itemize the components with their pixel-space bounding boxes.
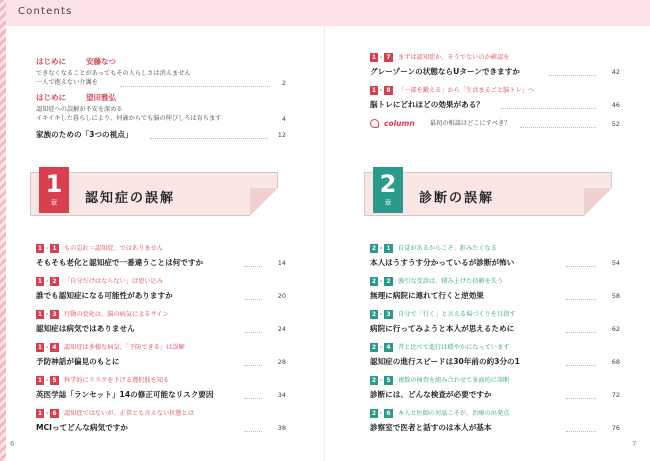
gutter-divider [324,26,325,461]
toc-subtitle: 「一部を鍛える」から「生活まるごと脳トレ」へ [398,87,535,94]
page-number: 76 [611,424,620,432]
leader-dots [244,365,262,366]
chapter-heading-1 [30,172,278,216]
intro-line: できなくなることがあってもその人らしさは消えません [36,70,191,77]
leader-dots [244,398,262,399]
intro-author: 望田雅弘 [86,93,116,102]
leader-dots [566,398,596,399]
toc-main: 英医学誌「ランセット」14の修正可能なリスク要因 [36,390,214,399]
page-number: 24 [277,325,286,333]
leader-dots [548,75,596,76]
leader-dots [150,138,268,139]
toc-subtitle: 複数の検査を組み合わせて多面的に診断 [398,377,510,384]
page-number: 20 [277,292,286,300]
toc-main: 誰でも認知症になる可能性がありますか [36,291,173,300]
page-folio-left: 6 [10,440,15,448]
section-badge: 2 - 6 [370,409,393,418]
page-title: Contents [18,6,73,17]
intro-author: 安藤なつ [86,57,116,66]
section-badge: 1 - 5 [36,376,59,385]
leader-dots [244,431,262,432]
toc-subtitle: 自覚があるからこそ、拒みたくなる [398,245,497,252]
column-text: 最初の相談はどこにすべき？ [430,120,511,127]
chapter-number-block: 2 章 [373,167,403,213]
toc-main: 予防神話が偏見のもとに [36,357,120,366]
toc-main: 診断には、どんな検査が必要ですか [370,390,492,399]
section-badge: 1 - 1 [36,244,59,253]
leader-dots [244,299,262,300]
intro-line: 認知症への誤解が不安を深める [36,106,123,113]
chapter-title: 診断の誤解 [419,191,495,206]
leader-dots [120,86,270,87]
chapter-heading-2 [364,172,612,216]
toc-subtitle: 強引な受診は、積み上げた信頼を失う [398,278,504,285]
toc-main: グレーゾーンの状態ならUターンできますか [370,67,520,76]
column-label: column [384,119,415,128]
page-number: 58 [611,292,620,300]
toc-subtitle: もの忘れ＝認知症、ではありません [64,245,163,252]
toc-subtitle: 認知症は多様な病気、「予防できる」は誤解 [64,344,185,351]
leader-dots [244,332,262,333]
section-badge: 1 - 2 [36,277,59,286]
toc-main: 本人はうすうす分かっているが診断が怖い [370,258,515,267]
toc-main: 認知症の進行スピードは30年前の約3分の1 [370,357,520,366]
toc-main: 病院に行ってみようと本人が思えるために [370,324,515,333]
toc-subtitle: 認知症ではないが、正常とも言えない状態とは [64,410,194,417]
section-badge: 2 - 2 [370,277,393,286]
toc-main: そもそも老化と認知症で一番違うことは何ですか [36,258,204,267]
toc-main: 認知症は病気ではありません [36,324,135,333]
toc-main: 脳トレにどれほどの効果がある？ [370,100,484,109]
section-badge: 1 - 6 [36,409,59,418]
leader-dots [500,108,596,109]
page-number: 38 [277,424,286,432]
chapter-title: 認知症の誤解 [85,191,176,206]
page-number: 68 [611,358,620,366]
toc-subtitle: 科学的にリスクを下げる選択肢を知る [64,377,170,384]
section-badge: 1 - 7 [370,53,393,62]
page-number: 52 [611,120,620,128]
intro-label: はじめに [36,57,66,66]
intro-line: イキイキした暮らしにより、何歳からでも脳の伸びしろは育ちます [36,115,222,122]
page-edge-stripe [0,0,6,461]
leader-dots [520,127,596,128]
page-number: 4 [281,115,286,123]
leader-dots [566,332,596,333]
section-badge: 2 - 4 [370,343,393,352]
page-number: 2 [281,79,286,87]
leader-dots [566,266,596,267]
leader-dots [244,266,262,267]
intro-label: はじめに [36,93,66,102]
section-badge: 1 - 8 [370,86,393,95]
page-number: 46 [611,101,620,109]
page-number: 72 [611,391,620,399]
section-badge: 1 - 3 [36,310,59,319]
leader-dots [566,431,596,432]
page-number: 12 [277,131,286,139]
clip-icon [370,119,379,128]
page-number: 34 [277,391,286,399]
intro-line: 一人で抱えない介護を [36,79,98,86]
toc-subtitle: 本人と医師の対話こそが、治療の出発点 [398,410,510,417]
page-number: 14 [277,259,286,267]
toc-main: 診察室で医者と話すのは本人が基本 [370,423,492,432]
section-badge: 1 - 4 [36,343,59,352]
page-curl [250,188,278,216]
section-badge: 2 - 5 [370,376,393,385]
page-number: 28 [277,358,286,366]
header-band [6,0,650,26]
page-curl [584,188,612,216]
leader-dots [566,365,596,366]
toc-subtitle: 行動の変化は、脳の病気によるサイン [64,311,169,318]
toc-main: 無理に病院に連れて行くと逆効果 [370,291,484,300]
toc-subtitle: 「自分だけはならない」は思い込み [64,278,163,285]
toc-main: MCIってどんな病気ですか [36,423,128,432]
toc-subtitle: まずは認知症か、そうでないのか確認を [398,54,510,61]
page-number: 62 [611,325,620,333]
toc-subtitle: 自分で「行く」と言える場づくりを目指す [398,311,516,318]
section-badge: 2 - 1 [370,244,393,253]
page-number: 54 [611,259,620,267]
chapter-number-block: 1 章 [39,167,69,213]
page-number: 42 [611,68,620,76]
leader-dots [566,299,596,300]
page-folio-right: 7 [632,440,637,448]
toc-main: 家族のための「3つの視点」 [36,130,133,139]
toc-subtitle: 昔と比べて進行は穏やかになっています [398,344,510,351]
section-badge: 2 - 3 [370,310,393,319]
